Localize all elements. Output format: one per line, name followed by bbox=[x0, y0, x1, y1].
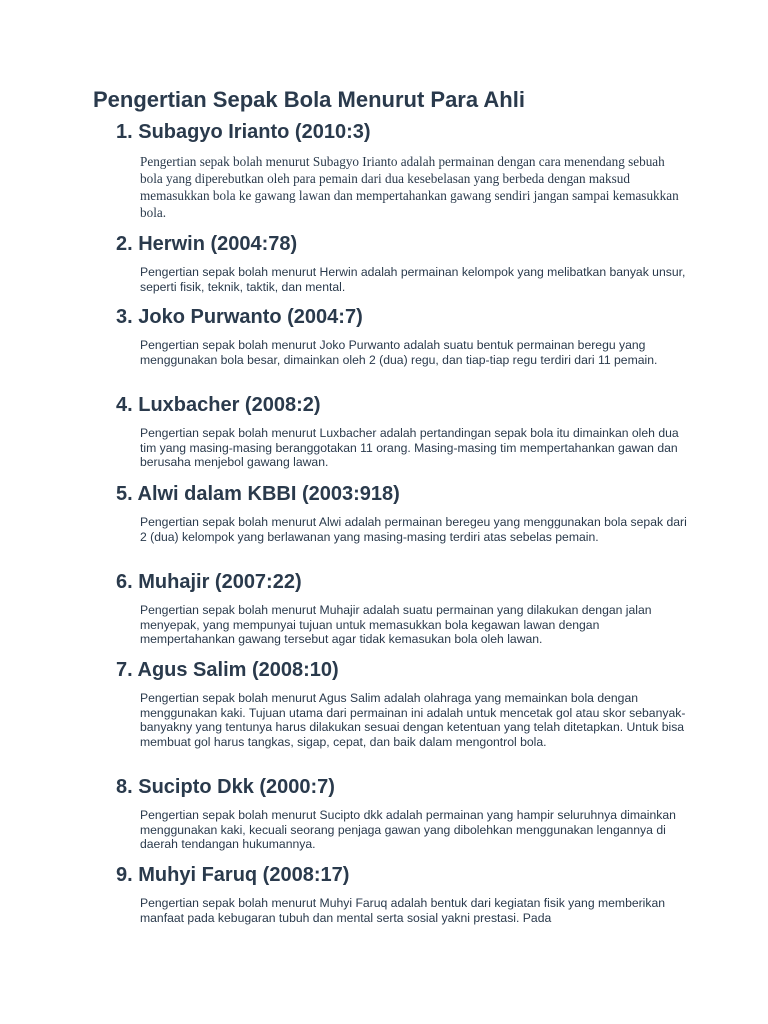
document-title: Pengertian Sepak Bola Menurut Para Ahli bbox=[93, 87, 525, 112]
section-heading: 6. Muhajir (2007:22) bbox=[116, 571, 302, 593]
section-heading: 7. Agus Salim (2008:10) bbox=[116, 659, 339, 681]
section-heading: 1. Subagyo Irianto (2010:3) bbox=[116, 121, 371, 143]
section-body: Pengertian sepak bolah menurut Herwin adalah permainan kelompok yang melibatkan banyak unsur, seperti fisik, teknik, taktik, dan mental. bbox=[140, 265, 686, 294]
section-body: Pengertian sepak bolah menurut Muhyi Faruq adalah bentuk dari kegiatan fisik yang memberikan manfaat pada kebugaran tubuh dan mental serta sosial yakni prestasi. Pada bbox=[140, 896, 666, 925]
section-heading: 4. Luxbacher (2008:2) bbox=[116, 394, 321, 416]
section-body: Pengertian sepak bolah menurut Muhajir adalah suatu permainan yang dilakukan dengan jalan menyepak, yang mempunyai tujuan untuk memasukkan bola kegawan lawan dengan mempertahankan gawang tersebut agar tidak kemasukan bola oleh lawan. bbox=[140, 603, 652, 647]
section-body: Pengertian sepak bolah menurut Luxbacher adalah pertandingan sepak bola itu dimainkan oleh dua tim yang masing-masing beranggotakan 11 orang. Masing-masing tim mempertahankan gawan dan berusaha menjebol gawang lawan. bbox=[140, 426, 679, 470]
section-subagyo-irianto bbox=[116, 119, 686, 221]
section-muhajir bbox=[116, 569, 686, 647]
section-luxbacher bbox=[116, 392, 686, 470]
section-body: Pengertian sepak bolah menurut Joko Purwanto adalah suatu bentuk permainan beregu yang menggunakan bola besar, dimainkan oleh 2 (dua) regu, dan tiap-tiap regu terdiri dari 11 pemain. bbox=[140, 338, 658, 367]
section-muhyi-faruq bbox=[116, 862, 686, 925]
section-heading: 3. Joko Purwanto (2004:7) bbox=[116, 306, 363, 328]
section-joko-purwanto bbox=[116, 304, 686, 367]
section-heading: 5. Alwi dalam KBBI (2003:918) bbox=[116, 483, 400, 505]
section-herwin bbox=[116, 231, 686, 294]
section-heading: 8. Sucipto Dkk (2000:7) bbox=[116, 776, 335, 798]
section-sucipto-dkk bbox=[116, 774, 686, 852]
section-body: Pengertian sepak bolah menurut Alwi adalah permainan beregeu yang menggunakan bola sepak dari 2 (dua) kelompok yang berlawanan yang masing-masing terdiri atas sebelas pemain. bbox=[140, 515, 687, 544]
section-body: Pengertian sepak bolah menurut Sucipto dkk adalah permainan yang hampir seluruhnya dimainkan menggunakan kaki, kecuali seorang penjaga gawan yang dibolehkan menggunakan lengannya di daerah tendangan hukumannya. bbox=[140, 808, 676, 852]
section-heading: 2. Herwin (2004:78) bbox=[116, 233, 298, 255]
section-alwi-kbbi bbox=[116, 481, 686, 544]
section-body: Pengertian sepak bolah menurut Agus Salim adalah olahraga yang memainkan bola dengan menggunakan kaki. Tujuan utama dari permainan ini adalah untuk mencetak gol atau skor sebanyak-banyakny yang tentunya harus dilakukan sesuai dengan ketentuan yang telah ditetapkan. Untuk bisa membuat gol harus tangkas, sigap, cepat, dan baik dalam mengontrol bola. bbox=[140, 691, 686, 749]
section-heading: 9. Muhyi Faruq (2008:17) bbox=[116, 864, 350, 886]
section-body: Pengertian sepak bolah menurut Subagyo Irianto adalah permainan dengan cara menendang sebuah bola yang diperebutkan oleh para pemain dari dua kesebelasan yang berbeda dengan maksud memasukkan bola ke gawang lawan dan mempertahankan gawang sendiri jangan sampai kemasukkan bola. bbox=[140, 154, 679, 220]
section-agus-salim bbox=[116, 657, 686, 749]
